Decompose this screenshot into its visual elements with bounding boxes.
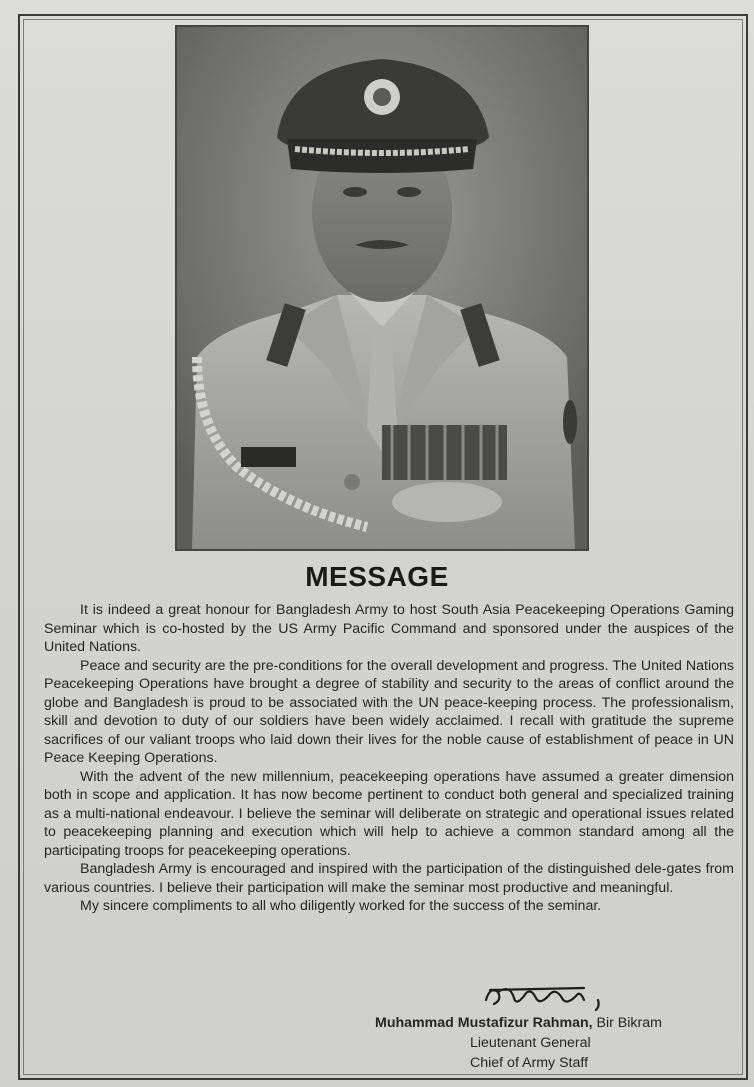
paragraph-1: It is indeed a great honour for Bangladesh Army to host South Asia Peacekeeping Operations Gaming Seminar which is co-hosted by the US Army Pacific Command and sponsored under the auspices of the United Nations. [44,602,734,655]
paragraph-4: Bangladesh Army is encouraged and inspired with the participation of the distinguished dele-gates from various countries. I believe their participation will make the seminar most productive and meaningful. [44,861,734,896]
portrait-photo [175,25,589,551]
signatory-name: Muhammad Mustafizur Rahman, [375,1015,593,1031]
signatory-rank: Lieutenant General [470,1035,591,1051]
paragraph-2: Peace and security are the pre-conditions for the overall development and progress. The United Nations Peacekeeping Operations have brought a degree of stability and security to the areas of conflict around the globe and Bangladesh is proud to be associated with the UN peace-keeping process. The professionalism, skill and devotion to duty of our soldiers have been widely acclaimed. I recall with gratitude the supreme sacrifices of our valiant troops who laid down their lives for the noble cause of establishment of peace in UN Peace Keeping Operations. [44,657,734,766]
signatory-name-line [375,1013,735,1033]
handwritten-signature [480,978,620,1014]
paragraph-3: With the advent of the new millennium, peacekeeping operations have assumed a greater dimension both in scope and application. It has now become pertinent to conduct both general and specialized training as a multi-national endeavour. I believe the seminar will deliberate on strategic and operational issues related to peacekeeping planning and execution which will help to achieve a common standard among all the participating troops for peacekeeping operations. [44,768,734,859]
signature-block [375,1013,735,1073]
message-body [44,601,734,916]
paragraph-5: My sincere compliments to all who diligently worked for the success of the seminar. [80,898,602,914]
portrait-illustration [177,27,587,549]
signatory-honour: Bir Bikram [592,1015,662,1031]
signatory-office: Chief of Army Staff [470,1055,589,1071]
message-title: MESSAGE [305,561,449,592]
